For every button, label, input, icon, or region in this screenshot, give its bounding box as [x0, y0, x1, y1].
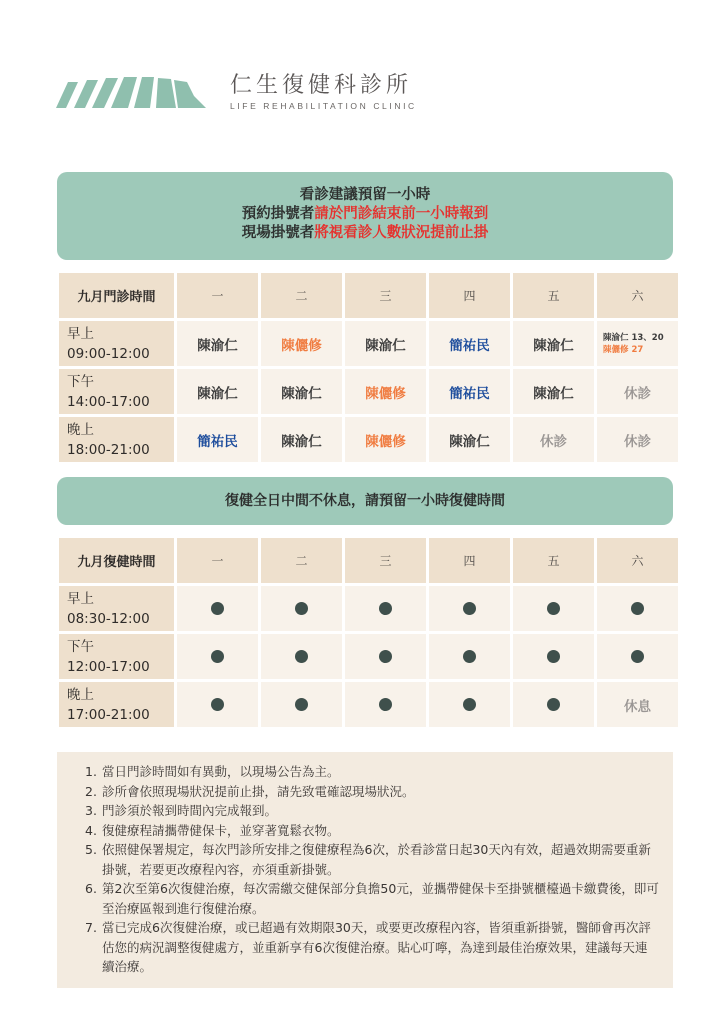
clinic-logo — [54, 74, 208, 112]
notes-list — [85, 762, 659, 977]
available-dot-icon — [211, 698, 224, 711]
day-header-wed: 三 — [345, 538, 426, 583]
available-dot-icon — [211, 602, 224, 615]
clinic-name: 仁生復健科診所 — [230, 73, 413, 98]
available-cell — [429, 634, 510, 679]
available-cell — [597, 634, 678, 679]
note-item: 2. 診所會依照現場狀況提前止掛，請先致電確認現場狀況。 — [85, 783, 415, 799]
notice-line-3: 現場掛號者將視看診人數狀況提前止掛 — [241, 225, 489, 241]
time-slot-evening: 晚上 18:00-21:00 — [59, 417, 174, 462]
available-dot-icon — [295, 650, 308, 663]
available-dot-icon — [379, 602, 392, 615]
note-item: 3. 門診須於報到時間內完成報到。 — [85, 803, 278, 818]
note-item: 7. 當已完成6次復健治療，或已超過有效期限30天，或要更改療程內容，皆須重新掛號，醫師會再次評估您的病況調整復健處方，並重新享有6次復健治療。貼心叮嚀，為達到最佳治療效果，建議每天連續治療。 — [85, 920, 651, 974]
rehab-schedule-title: 九月復健時間 — [59, 538, 174, 583]
available-dot-icon — [631, 650, 644, 663]
available-dot-icon — [463, 602, 476, 615]
clinic-schedule-table — [59, 273, 678, 462]
day-header-fri: 五 — [513, 538, 594, 583]
available-cell — [429, 682, 510, 727]
day-header-thu: 四 — [429, 538, 510, 583]
rehab-slot-morning: 早上 08:30-12:00 — [59, 586, 174, 631]
day-header-sat: 六 — [597, 273, 678, 318]
doctor-cell: 陳渝仁 — [513, 369, 594, 414]
doctor-cell: 陳渝仁 — [261, 369, 342, 414]
day-header-wed: 三 — [345, 273, 426, 318]
clinic-english-name: LIFE REHABILITATION CLINIC — [230, 101, 417, 111]
available-dot-icon — [547, 698, 560, 711]
doctor-cell: 陳儷修 — [345, 417, 426, 462]
doctor-cell: 簡祐民 — [177, 417, 258, 462]
doctor-cell: 陳渝仁 — [429, 417, 510, 462]
available-dot-icon — [463, 650, 476, 663]
rehab-slot-evening: 晚上 17:00-21:00 — [59, 682, 174, 727]
available-dot-icon — [295, 602, 308, 615]
available-dot-icon — [379, 698, 392, 711]
doctor-cell: 陳儷修 — [345, 369, 426, 414]
day-header-tue: 二 — [261, 273, 342, 318]
time-slot-morning: 早上 09:00-12:00 — [59, 321, 174, 366]
doctor-cell: 陳渝仁 — [345, 321, 426, 366]
day-header-fri: 五 — [513, 273, 594, 318]
day-header-mon: 一 — [177, 538, 258, 583]
rehab-banner: 復健全日中間不休息，請預留一小時復健時間 — [57, 477, 673, 525]
note-item: 5. 依照健保署規定，每次門診所安排之復健療程為6次，於看診當日起30天內有效，超過效期需要重新掛號，若要更改療程內容，亦須重新掛號。 — [85, 842, 651, 877]
day-header-mon: 一 — [177, 273, 258, 318]
notice-line-2: 預約掛號者請於門診結束前一小時報到 — [241, 206, 489, 222]
time-slot-afternoon: 下午 14:00-17:00 — [59, 369, 174, 414]
available-cell — [429, 586, 510, 631]
doctor-cell: 陳儷修 — [261, 321, 342, 366]
available-dot-icon — [463, 698, 476, 711]
doctor-cell: 簡祐民 — [429, 369, 510, 414]
day-header-tue: 二 — [261, 538, 342, 583]
available-dot-icon — [211, 650, 224, 663]
notice-line-1: 看診建議預留一小時 — [299, 187, 431, 203]
available-dot-icon — [631, 602, 644, 615]
closed-cell: 休診 — [597, 369, 678, 414]
doctor-cell: 簡祐民 — [429, 321, 510, 366]
available-cell — [261, 586, 342, 631]
available-cell — [513, 634, 594, 679]
notice-banner — [57, 172, 673, 260]
clinic-schedule-title: 九月門診時間 — [59, 273, 174, 318]
note-item: 6. 第2次至第6次復健治療，每次需繳交健保部分負擔50元，並攜帶健保卡至掛號櫃檯過卡繳費後，即可至治療區報到進行復健治療。 — [85, 881, 659, 916]
note-item: 4. 復健療程請攜帶健保卡，並穿著寬鬆衣物。 — [85, 822, 340, 838]
available-cell — [345, 682, 426, 727]
available-cell — [261, 634, 342, 679]
available-cell — [177, 634, 258, 679]
day-header-sat: 六 — [597, 538, 678, 583]
available-dot-icon — [547, 602, 560, 615]
closed-cell: 休診 — [513, 417, 594, 462]
doctor-cell: 陳渝仁 — [513, 321, 594, 366]
available-cell — [345, 586, 426, 631]
day-header-thu: 四 — [429, 273, 510, 318]
doctor-cell: 陳渝仁 — [261, 417, 342, 462]
available-cell — [345, 634, 426, 679]
notice-highlight: 將視看診人數狀況提前止掛 — [314, 225, 489, 241]
available-cell — [513, 586, 594, 631]
available-cell — [177, 586, 258, 631]
closed-cell: 休診 — [597, 417, 678, 462]
available-cell — [261, 682, 342, 727]
doctor-cell-saturday: 陳渝仁 13、20 陳儷修 27 — [597, 321, 678, 366]
rehab-slot-afternoon: 下午 12:00-17:00 — [59, 634, 174, 679]
available-dot-icon — [295, 698, 308, 711]
doctor-cell: 陳渝仁 — [177, 369, 258, 414]
available-cell — [597, 586, 678, 631]
rehab-schedule-table — [59, 538, 678, 727]
available-cell — [513, 682, 594, 727]
notice-highlight: 請於門診結束前一小時報到 — [314, 206, 489, 222]
rest-cell: 休息 — [597, 682, 678, 727]
available-cell — [177, 682, 258, 727]
available-dot-icon — [547, 650, 560, 663]
available-dot-icon — [379, 650, 392, 663]
notes-panel — [57, 752, 673, 988]
doctor-cell: 陳渝仁 — [177, 321, 258, 366]
note-item: 1. 當日門診時間如有異動，以現場公告為主。 — [85, 764, 340, 779]
